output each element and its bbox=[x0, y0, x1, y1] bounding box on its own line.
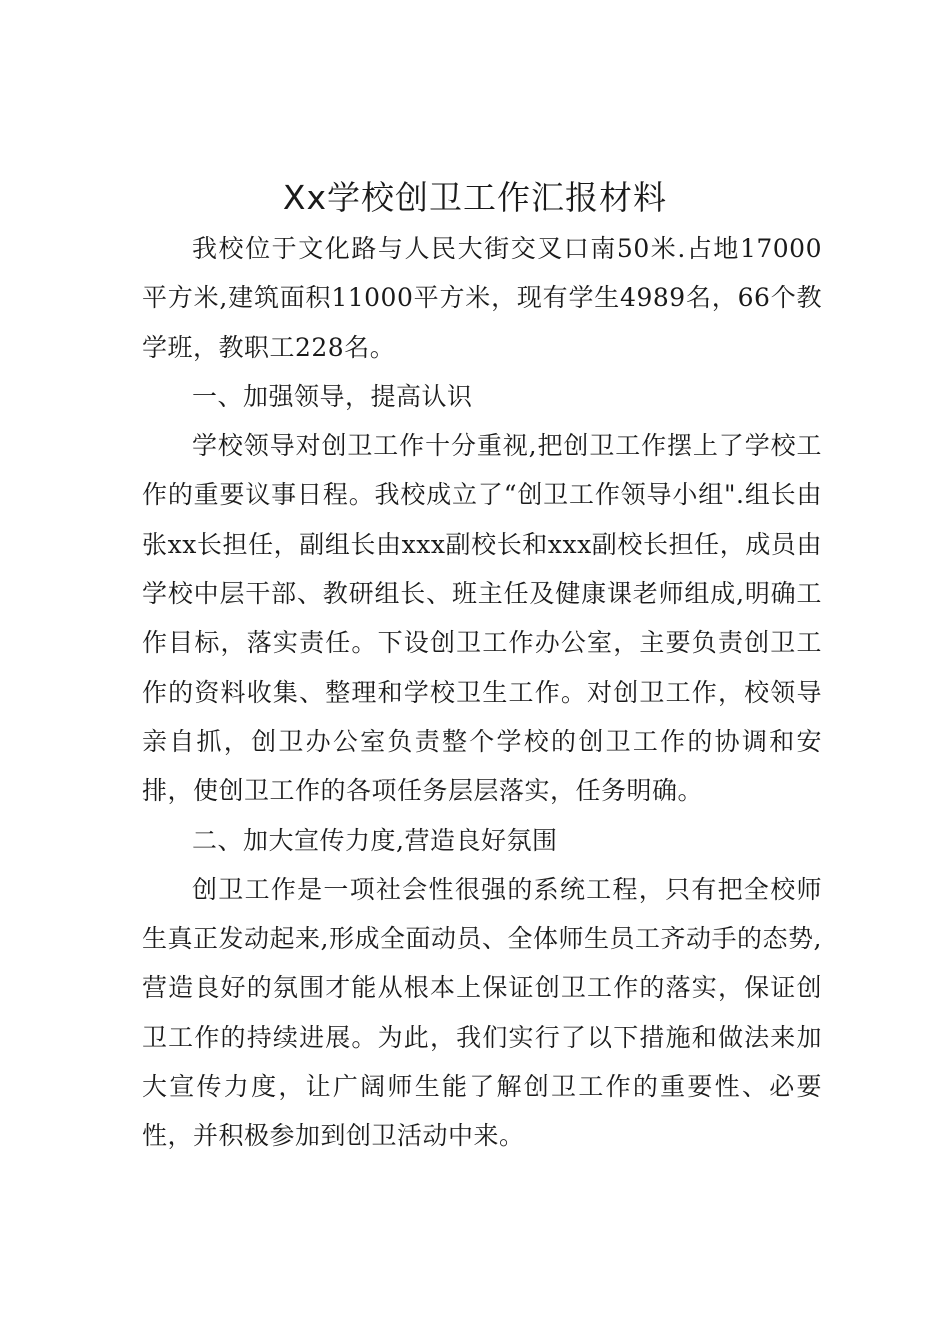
paragraph-publicity: 创卫工作是一项社会性很强的系统工程，只有把全校师生真正发动起来,形成全面动员、全体师生员工齐动手的态势,营造良好的氛围才能从根本上保证创卫工作的落实，保证创卫工作的持续进展。为此，我们实行了以下措施和做法来加大宣传力度，让广阔师生能了解创卫工作的重要性、必要性，并积极参加到创卫活动中来。 bbox=[142, 874, 822, 1151]
document-title: Xx学校创卫工作汇报材料 bbox=[282, 178, 668, 217]
paragraph-intro: 我校位于文化路与人民大街交叉口南50米.占地17000平方米,建筑面积11000平方米，现有学生4989名，66个教学班，教职工228名。 bbox=[142, 234, 822, 362]
section-heading-2: 二、加大宣传力度,营造良好氛围 bbox=[192, 825, 558, 855]
section-heading-1: 一、加强领导，提高认识 bbox=[192, 381, 473, 411]
document-body bbox=[142, 224, 822, 1161]
paragraph-leadership: 学校领导对创卫工作十分重视,把创卫工作摆上了学校工作的重要议事日程。我校成立了“创卫工作领导小组".组长由张xx长担任，副组长由xxx副校长和xxx副校长担任，成员由学校中层干部、教研组长、班主任及健康课老师组成,明确工作目标，落实责任。下设创卫工作办公室，主要负责创卫工作的资料收集、整理和学校卫生工作。对创卫工作，校领导亲自抓，创卫办公室负责整个学校的创卫工作的协调和安排，使创卫工作的各项任务层层落实，任务明确。 bbox=[142, 431, 822, 806]
